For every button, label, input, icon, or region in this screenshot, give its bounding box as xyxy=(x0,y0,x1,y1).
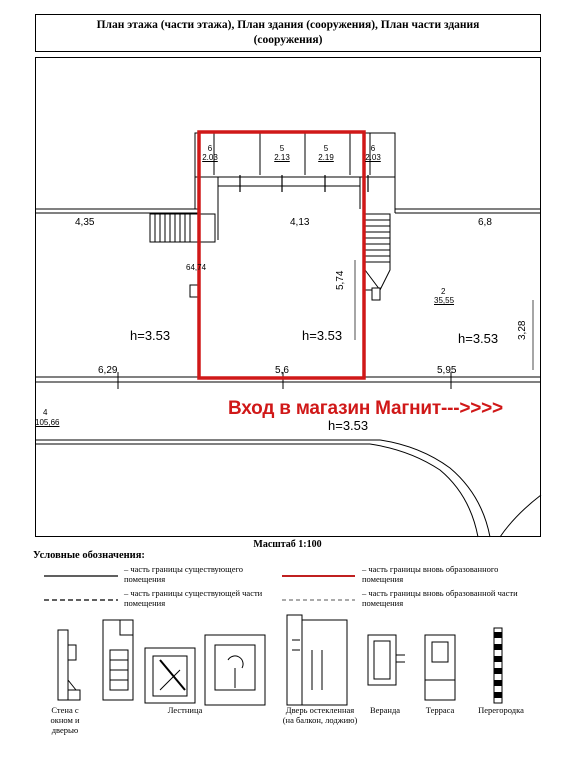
ceiling-height-label: h=3.53 xyxy=(328,418,369,433)
dimension-label: 6,29 xyxy=(98,365,118,376)
symbol-caption: Дверь остекленная (на балкон, лоджию) xyxy=(282,705,358,725)
glazed-door-symbol xyxy=(287,615,347,705)
dimension-label: 3,28 xyxy=(517,320,528,340)
dimension-label: 5,74 xyxy=(335,270,346,290)
room-area-label: 64,74 xyxy=(186,263,207,272)
legend-title: Условные обозначения: xyxy=(33,550,145,561)
upper-wall xyxy=(35,209,541,213)
stair-symbol-2 xyxy=(145,648,195,703)
scale-label: Масштаб 1:100 xyxy=(253,539,322,550)
wall-window-door-symbol xyxy=(58,630,80,700)
street-curve xyxy=(35,440,541,537)
room-label xyxy=(271,144,293,162)
room-number: 5 xyxy=(323,144,329,153)
room-number: 5 xyxy=(279,144,285,153)
entrance-annotation: Вход в магазин Магнит--->>>> xyxy=(228,398,503,419)
room-area: 2.13 xyxy=(274,153,290,162)
room-area: 2.03 xyxy=(365,153,381,162)
dimension-label: 4,35 xyxy=(75,217,95,228)
title-line-2: (сооружения) xyxy=(253,34,323,46)
column xyxy=(372,288,380,300)
legend-item: – часть границы существующей части помещения xyxy=(124,588,263,608)
dimension-label: 5,6 xyxy=(275,365,289,376)
partition-symbol xyxy=(494,628,502,703)
symbol-caption: Перегородка xyxy=(478,705,524,715)
terrace-symbol xyxy=(425,635,455,700)
title-line-1: План этажа (части этажа), План здания (сооружения), План части здания xyxy=(96,19,480,31)
symbol-caption: Лестница xyxy=(167,705,203,715)
door-ticks xyxy=(240,175,368,192)
dimension-lines xyxy=(355,260,533,370)
dimension-label: 4,13 xyxy=(290,217,310,228)
stair-symbol-1 xyxy=(103,620,133,700)
legend-item: – часть границы вновь образованной части помещения xyxy=(362,588,518,608)
symbol-caption: Веранда xyxy=(369,705,401,715)
room-label xyxy=(362,144,384,162)
stair-symbol-3 xyxy=(205,635,265,705)
room-number: 4 xyxy=(43,408,48,417)
veranda-symbol xyxy=(368,635,405,685)
room-area: 35,55 xyxy=(434,296,455,305)
left-staircase xyxy=(150,214,215,242)
ceiling-height-label: h=3.53 xyxy=(302,328,343,343)
room-number: 6 xyxy=(207,144,213,153)
room-area: 2.03 xyxy=(202,153,218,162)
right-staircase xyxy=(365,214,390,290)
symbol-caption: Терраса xyxy=(425,705,455,715)
column xyxy=(190,285,198,297)
dimension-label: 6,8 xyxy=(478,217,492,228)
room-number: 2 xyxy=(441,287,446,296)
room-label xyxy=(315,144,337,162)
ceiling-height-label: h=3.53 xyxy=(130,328,171,343)
legend-item: – часть границы существующего помещения xyxy=(124,564,243,584)
room-area: 105,66 xyxy=(35,418,60,427)
room-area: 2.19 xyxy=(318,153,334,162)
dimension-label: 5,95 xyxy=(437,365,457,376)
legend-item: – часть границы вновь образованного помещения xyxy=(362,564,499,584)
ceiling-height-label: h=3.53 xyxy=(458,331,499,346)
symbol-caption: Стена с окном и дверью xyxy=(50,705,80,735)
room-label xyxy=(199,144,221,162)
room-number: 6 xyxy=(370,144,376,153)
